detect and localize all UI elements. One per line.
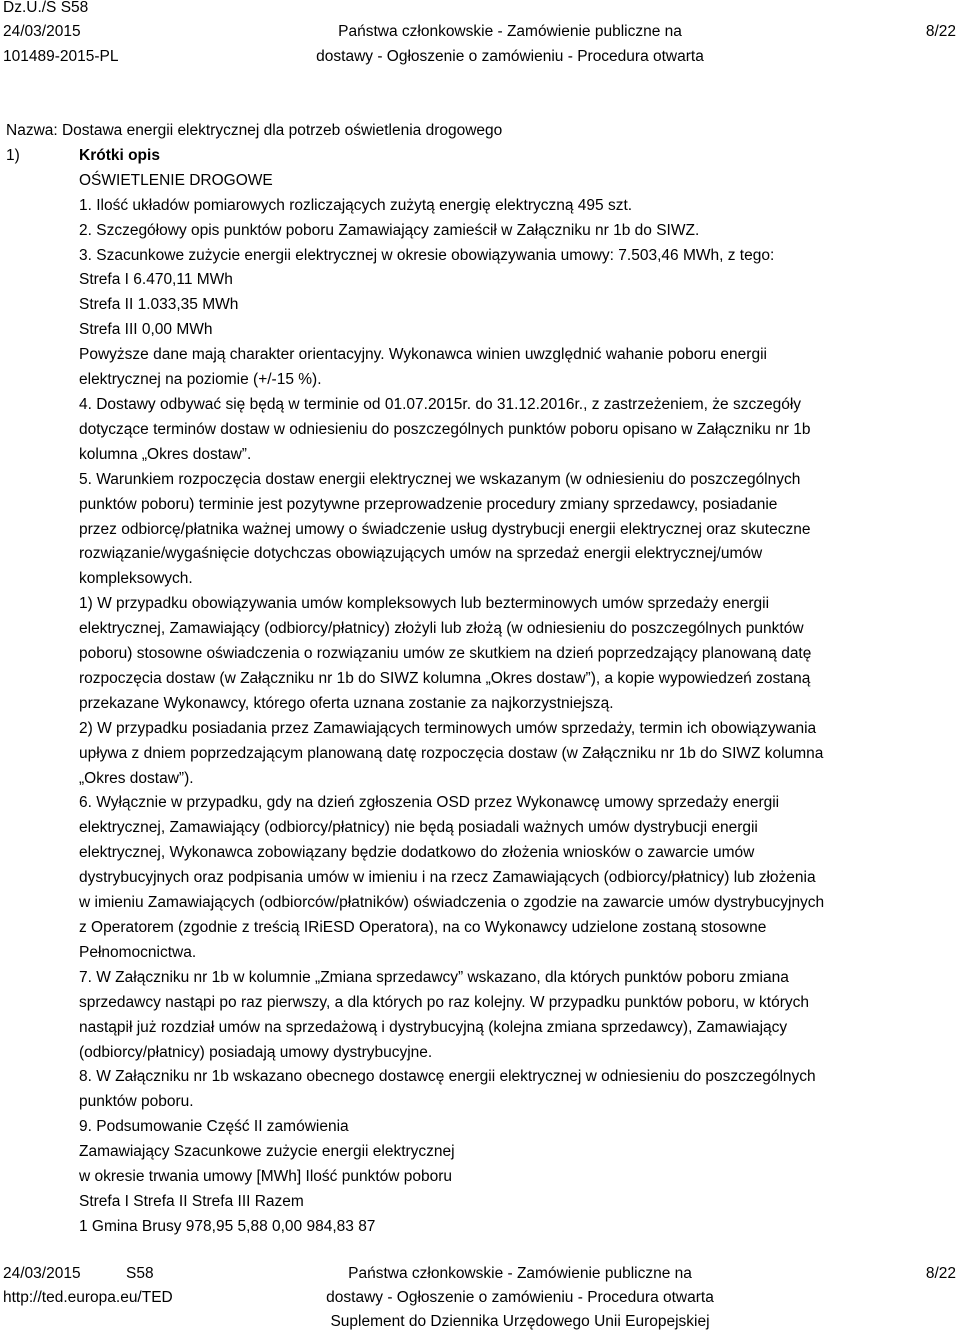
text-line: nastąpił już rozdział umów na sprzedażową i dystrybucyjną (kolejna zmiana sprzedawcy), Zamawiający [79,1018,788,1036]
text-line: OŚWIETLENIE DROGOWE [79,171,273,189]
text-line: elektrycznej, Zamawiający (odbiorcy/płatnicy) złożyli lub złożą (w odniesieniu do poszczególnych punktów [79,620,804,638]
text-line: sprzedawcy nastąpi po raz pierwszy, a dla których po raz kolejny. W przypadku punktów poboru, w których [79,993,809,1011]
publication-date: 24/03/2015 [3,23,81,40]
text-line: Powyższe dane mają charakter orientacyjny. Wykonawca winien uwzględnić wahanie poboru energii [79,346,767,364]
lot-name: Nazwa: Dostawa energii elektrycznej dla potrzeb oświetlenia drogowego [6,122,503,139]
text-line: elektrycznej na poziomie (+/-15 %). [79,371,322,389]
text-line: Strefa III 0,00 MWh [79,321,213,339]
text-line: 1) W przypadku obowiązywania umów kompleksowych lub bezterminowych umów sprzedaży energii [79,595,770,613]
text-line: punktów poboru. [79,1093,194,1111]
section-text [6,169,941,1240]
page-header [0,0,960,72]
footer-series: S58 [126,1265,154,1282]
text-line: poboru) stosowne oświadczenia o rozwiązaniu umów ze skutkiem na dzień poprzedzający planowaną datę [79,645,812,663]
section-title: Krótki opis [79,146,160,164]
text-line: „Okres dostaw”). [79,769,194,787]
text-line: przez odbiorcę/płatnika ważnej umowy o świadczenie usług dystrybucji energii elektrycznej oraz skuteczne [79,520,811,538]
text-line: 6. Wyłącznie w przypadku, gdy na dzień zgłoszenia OSD przez Wykonawcę umowy sprzedaży energii [79,794,780,812]
text-line: Strefa II 1.033,35 MWh [79,296,239,314]
text-line: rozwiązanie/wygaśnięcie dotychczas obowiązujących umów na sprzedaż energii elektrycznej/umów [79,545,763,563]
text-line: Strefa I 6.470,11 MWh [79,271,233,289]
text-line: upływa z dniem poprzedzającym planowaną datę rozpoczęcia dostaw (w Załączniku nr 1b do SIWZ kolumna [79,744,824,762]
text-line: Pełnomocnictwa. [79,943,197,961]
text-line: elektrycznej, Wykonawca zobowiązany będzie dodatkowo do złożenia wniosków o zawarcie umów [79,844,755,862]
text-line: z Operatorem (zgodnie z treścią IRiESD Operatora), na co Wykonawcy udzielone zostaną stosowne [79,919,767,936]
page-number: 8/22 [925,23,956,40]
text-line: 7. W Załączniku nr 1b w kolumnie „Zmiana sprzedawcy” wskazano, dla których punktów poboru zmiana [79,968,789,986]
text-line: 4. Dostawy odbywać się będą w terminie od 01.07.2015r. do 31.12.2016r., z zastrzeżeniem, że szczegóły [79,395,802,413]
header-title-line2: dostawy - Ogłoszenie o zamówieniu - Procedura otwarta [316,48,704,65]
text-line: rozpoczęcia dostaw (w Załączniku nr 1b do SIWZ kolumna „Okres dostaw”), a kopie wypowiedzeń zostaną [79,669,811,687]
footer-title-line2: dostawy - Ogłoszenie o zamówieniu - Procedura otwarta [326,1289,714,1306]
text-line: kompleksowych. [79,570,193,588]
text-line: 1 Gmina Brusy 978,95 5,88 0,00 984,83 87 [79,1217,376,1235]
text-line: przekazane Wykonawcy, którego oferta uznana zostanie za najkorzystniejszą. [79,694,614,712]
text-line: Zamawiający Szacunkowe zużycie energii elektrycznej [79,1143,455,1161]
text-line: Strefa I Strefa II Strefa III Razem [79,1192,304,1210]
section-heading [6,144,941,169]
text-line: kolumna „Okres dostaw”. [79,445,252,463]
text-line: elektrycznej, Zamawiający (odbiorcy/płatnicy) nie będą posiadali ważnych umów dystrybucji energii [79,819,758,837]
header-title-line1: Państwa członkowskie - Zamówienie publiczne na [338,23,682,40]
text-line: 3. Szacunkowe zużycie energii elektrycznej w okresie obowiązywania umowy: 7.503,46 MWh, z tego: [79,246,775,264]
text-line: 9. Podsumowanie Część II zamówienia [79,1118,349,1136]
footer-date: 24/03/2015 [3,1265,81,1282]
footer-page-number: 8/22 [925,1265,956,1282]
text-line: (odbiorcy/płatnicy) posiadają umowy dystrybucyjne. [79,1043,433,1061]
text-line: dystrybucyjnych oraz podpisania umów w imieniu i na rzecz Zamawiających (odbiorcy/płatnicy) lub złożenia [79,869,816,887]
section-number: 1) [6,146,20,164]
document-body [6,119,941,1240]
footer-title-line1: Państwa członkowskie - Zamówienie publiczne na [348,1265,692,1282]
text-line: w okresie trwania umowy [MWh] Ilość punktów poboru [79,1168,453,1186]
text-line: punktów poboru) terminie jest pozytywne przeprowadzenie procedury zmiany sprzedawcy, posiadanie [79,495,778,513]
text-line: 2. Szczegółowy opis punktów poboru Zamawiający zamieścił w Załączniku nr 1b do SIWZ. [79,221,700,239]
text-line: 8. W Załączniku nr 1b wskazano obecnego dostawcę energii elektrycznej w odniesieniu do poszczególnych [79,1068,816,1086]
text-line: dotyczące terminów dostaw w odniesieniu do poszczególnych punktów poboru opisano w Załączniku nr 1b [79,420,811,438]
text-line: 2) W przypadku posiadania przez Zamawiających terminowych umów sprzedaży, termin ich obowiązywania [79,719,817,737]
notice-number: 101489-2015-PL [3,48,119,65]
text-line: w imieniu Zamawiających (odbiorców/płatników) oświadczenia o zgodzie na zawarcie umów dystrybucyjnych [79,894,825,912]
footer-url: http://ted.europa.eu/TED [3,1289,173,1306]
journal-ref: Dz.U./S S58 [3,0,89,16]
footer-title-line3: Suplement do Dziennika Urzędowego Unii Europejskiej [330,1313,710,1330]
text-line: 1. Ilość układów pomiarowych rozliczających zużytą energię elektryczną 495 szt. [79,196,633,214]
page-footer [0,1262,960,1334]
text-line: 5. Warunkiem rozpoczęcia dostaw energii elektrycznej we wskazanym (w odniesieniu do poszczególnych [79,470,801,488]
